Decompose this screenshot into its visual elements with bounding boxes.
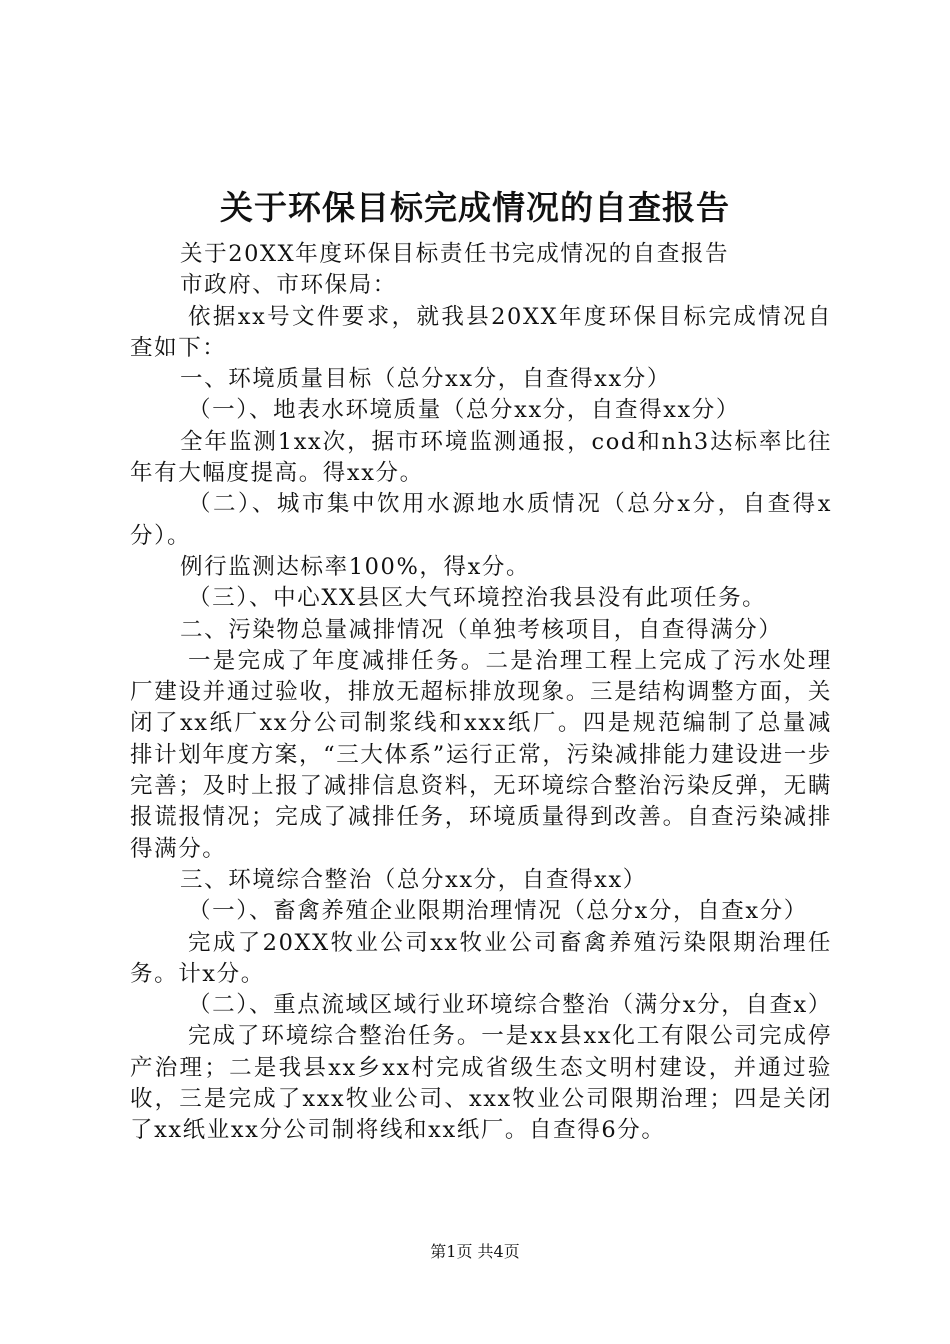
paragraph-intro: 依据xx号文件要求，就我县20XX年度环保目标完成情况自查如下： [130,303,832,361]
paragraph-addressee: 市政府、市环保局： [180,272,397,299]
heading-section-1-1: （一）、地表水环境质量（总分xx分，自查得xx分） [188,397,741,424]
heading-section-3-2: （二）、重点流域区域行业环境综合整治（满分x分，自查x） [188,992,832,1019]
heading-section-1-3: （三）、中心XX县区大气环境控治我县没有此项任务。 [188,585,767,612]
heading-section-3: 三、环境综合整治（总分xx分，自查得xx） [180,866,647,893]
paragraph-section-3-1: 完成了20XX牧业公司xx牧业公司畜禽养殖污染限期治理任务。计x分。 [130,929,832,987]
document-body [130,239,832,1147]
document-title: 关于环保目标完成情况的自查报告 [220,188,730,227]
heading-section-1-2: （二）、城市集中饮用水源地水质情况（总分x分，自查得x分）。 [130,491,832,549]
page-footer: 第1页 共4页 [430,1242,520,1261]
paragraph-subtitle: 关于20XX年度环保目标责任书完成情况的自查报告 [180,241,730,267]
paragraph-section-3-2: 完成了环境综合整治任务。一是xx县xx化工有限公司完成停产治理；二是我县xx乡xx村完成省级生态文明村建设，并通过验收，三是完成了xxx牧业公司、xxx牧业公司限期治理；四是关闭了xx纸业xx分公司制将线和xx纸厂。自查得6分。 [130,1023,832,1144]
paragraph-section-1-1: 全年监测1xx次，据市环境监测通报，cod和nh3达标率比往年有大幅度提高。得xx分。 [130,428,832,487]
heading-section-2: 二、污染物总量减排情况（单独考核项目，自查得满分） [180,616,783,643]
heading-section-3-1: （一）、畜禽养殖企业限期治理情况（总分x分，自查x分） [188,898,808,925]
paragraph-section-1-2: 例行监测达标率100%，得x分。 [180,553,531,580]
paragraph-section-2: 一是完成了年度减排任务。二是治理工程上完成了污水处理厂建设并通过验收，排放无超标排放现象。三是结构调整方面，关闭了xx纸厂xx分公司制浆线和xxx纸厂。四是规范编制了总量减排计划年度方案，“三大体系”运行正常，污染减排能力建设进一步完善；及时上报了减排信息资料，无环境综合整治污染反弹，无瞒报谎报情况；完成了减排任务，环境质量得到改善。自查污染减排得满分。 [130,647,832,862]
heading-section-1: 一、环境质量目标（总分xx分，自查得xx分） [180,366,671,393]
